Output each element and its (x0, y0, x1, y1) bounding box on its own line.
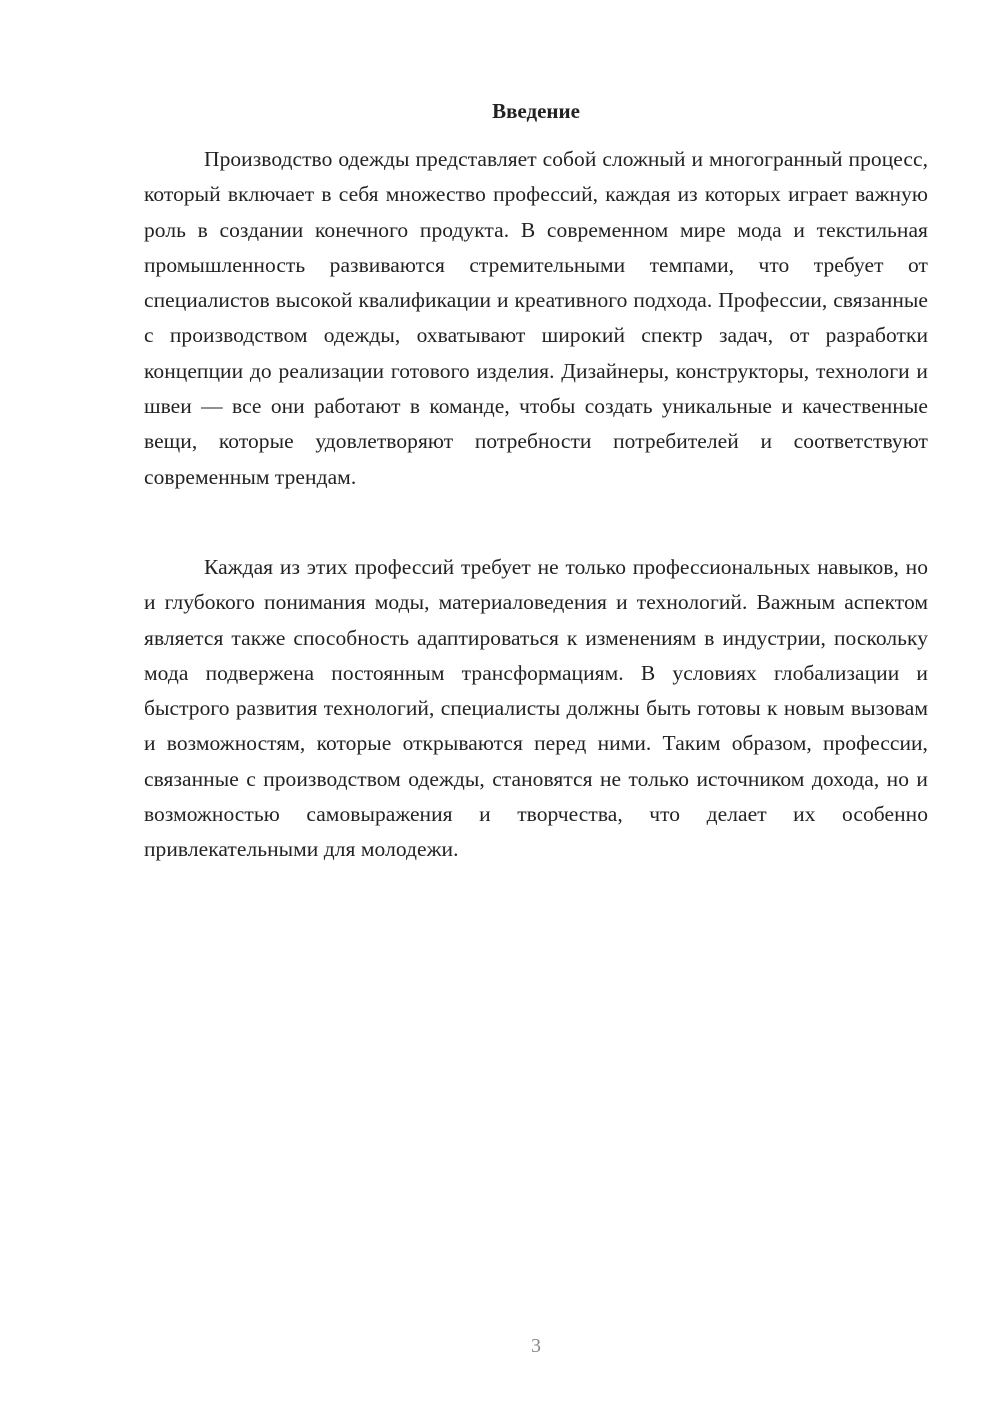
paragraph-1: Производство одежды представляет собой сложный и многогранный процесс, который включает в себя множество профессий, каждая из которых играет важную роль в создании конечного продукта. В современном мире мода и текстильная промышленность развиваются стремительными темпами, что требует от специалистов высокой квалификации и креативного подхода. Профессии, связанные с производством одежды, охватывают широкий спектр задач, от разработки концепции до реализации готового изделия. Дизайнеры, конструкторы, технологи и швеи — все они работают в команде, чтобы создать уникальные и качественные вещи, которые удовлетворяют потребности потребителей и соответствуют современным трендам. (144, 147, 928, 489)
section-heading: Введение (492, 99, 580, 123)
page-number: 3 (531, 1335, 541, 1357)
paragraph-2: Каждая из этих профессий требует не только профессиональных навыков, но и глубокого понимания моды, материаловедения и технологий. Важным аспектом является также способность адаптироваться к изменениям в индустрии, поскольку мода подвержена постоянным трансформациям. В условиях глобализации и быстрого развития технологий, специалисты должны быть готовы к новым вызовам и возможностям, которые открываются перед ними. Таким образом, профессии, связанные с производством одежды, становятся не только источником дохода, но и возможностью самовыражения и творчества, что делает их особенно привлекательными для молодежи. (144, 555, 928, 862)
